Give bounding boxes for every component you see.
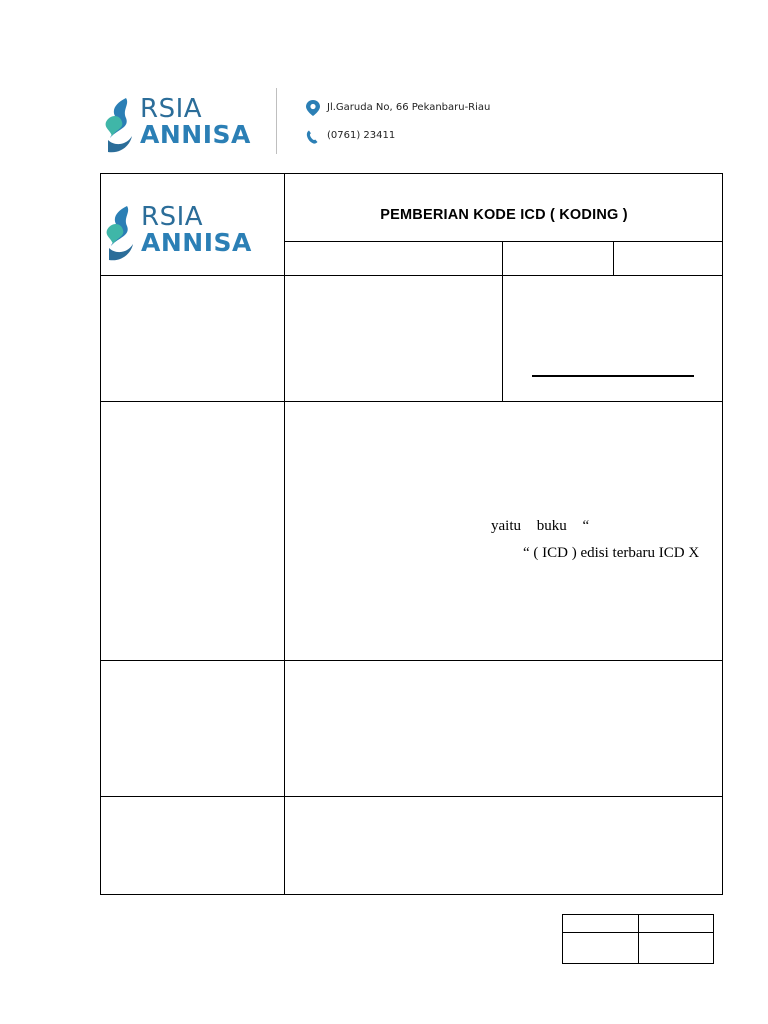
address-text: Jl.Garuda No, 66 Pekanbaru-Riau: [327, 102, 491, 113]
table-logo: [105, 204, 275, 264]
logo-mark-icon: [104, 96, 138, 156]
divider: [101, 660, 722, 661]
divider: [613, 241, 614, 276]
logo-mark-icon: [105, 204, 139, 264]
letterhead: [100, 86, 720, 156]
divider: [563, 932, 713, 933]
divider: [284, 174, 285, 894]
logo-text-rsia: RSIA: [141, 202, 204, 232]
divider: [502, 241, 503, 401]
logo-text-annisa: ANNISA: [141, 228, 252, 257]
footer-table: [562, 914, 714, 964]
divider: [101, 401, 722, 402]
phone-text: (0761) 23411: [327, 130, 396, 141]
document-table: [100, 173, 723, 895]
location-pin-icon: [306, 100, 320, 116]
body-text-line: “ ( ICD ) edisi terbaru ICD X: [523, 545, 700, 561]
phone-icon: [306, 130, 318, 144]
header-divider: [276, 88, 277, 154]
divider: [101, 275, 722, 276]
logo-text-rsia: RSIA: [140, 94, 203, 124]
logo-text-annisa: ANNISA: [140, 120, 251, 149]
divider: [284, 241, 722, 242]
divider: [638, 915, 639, 963]
hospital-logo: [104, 96, 274, 156]
signature-line: [532, 375, 694, 377]
body-text-line: yaitu buku “: [491, 518, 590, 534]
document-title: PEMBERIAN KODE ICD ( KODING ): [380, 207, 628, 223]
divider: [101, 796, 722, 797]
